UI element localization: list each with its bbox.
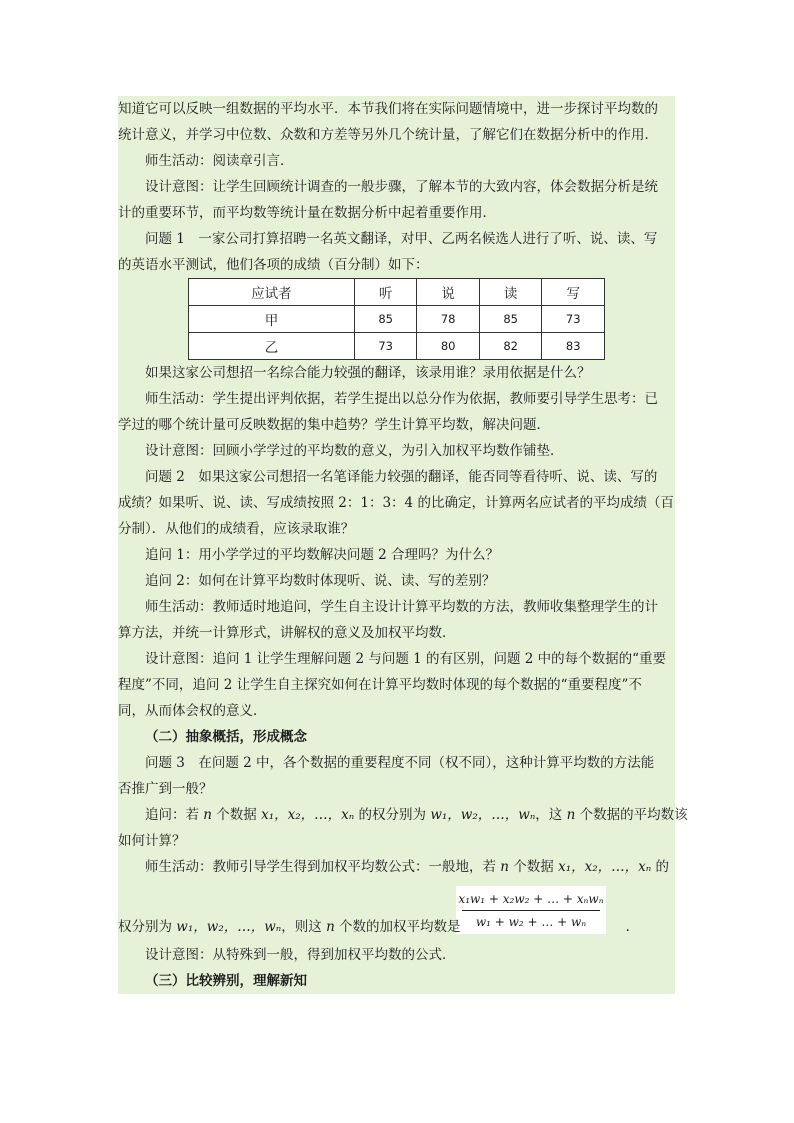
formula-numerator: x₁w₁ + x₂w₂ + … + xₙwₙ bbox=[458, 892, 604, 906]
text-line: 设计意图：回顾小学学过的平均数的意义，为引入加权平均数作铺垫． bbox=[145, 443, 564, 459]
text-span: ，则这 bbox=[281, 919, 327, 935]
table-header-cell: 读 bbox=[479, 279, 542, 306]
table-cell: 80 bbox=[417, 333, 480, 360]
text-span: 的 bbox=[651, 859, 670, 875]
text-line: 如何计算？ bbox=[118, 833, 186, 849]
text-span: 权分别为 bbox=[118, 919, 177, 935]
table-row bbox=[189, 333, 605, 360]
text-line: 师生活动：学生提出评判依据，若学生提出以总分作为依据，教师要引导学生思考：已 bbox=[145, 391, 658, 407]
text-line: 否推广到一般？ bbox=[118, 781, 213, 797]
score-table bbox=[188, 278, 605, 360]
text-line: 设计意图：让学生回顾统计调查的一般步骤，了解本节的大致内容，体会数据分析是统 bbox=[145, 179, 658, 195]
text-span: 个数据的平均数该 bbox=[575, 807, 688, 823]
table-cell: 78 bbox=[417, 306, 480, 333]
table-cell: 73 bbox=[354, 333, 417, 360]
section-heading: （三）比较辨别，理解新知 bbox=[145, 973, 307, 989]
table-header-cell: 应试者 bbox=[189, 279, 355, 306]
text-line bbox=[118, 802, 688, 828]
table-cell: 83 bbox=[542, 333, 605, 360]
math-variable: n bbox=[326, 919, 335, 935]
table-header-cell: 说 bbox=[417, 279, 480, 306]
text-line: 程度”不同，追问 2 让学生自主探究如何在计算平均数时体现的每个数据的“重要程度”不 bbox=[118, 677, 642, 693]
math-expression: w₁，w₂，…，wₙ bbox=[430, 807, 536, 823]
text-span: 个数据 bbox=[212, 807, 262, 823]
text-line: 的英语水平测试，他们各项的成绩（百分制）如下： bbox=[118, 257, 429, 273]
text-line: 分制）．从他们的成绩看，应该录取谁？ bbox=[118, 521, 355, 537]
table-header-row bbox=[189, 279, 605, 306]
math-expression: x₁，x₂，…，xₙ bbox=[558, 859, 652, 875]
document-page bbox=[118, 96, 688, 994]
text-span: 个数据 bbox=[509, 859, 559, 875]
math-expression: x₁，x₂，…，xₙ bbox=[261, 807, 355, 823]
text-line: 如果这家公司想招一名综合能力较强的翻译，该录用谁？录用依据是什么？ bbox=[145, 365, 591, 381]
table-cell: 82 bbox=[479, 333, 542, 360]
text-span: ，这 bbox=[535, 807, 567, 823]
text-span: 个数的加权平均数是 bbox=[334, 919, 461, 935]
text-line: 追问 1：用小学学过的平均数解决问题 2 合理吗？为什么？ bbox=[145, 547, 500, 563]
table-cell: 甲 bbox=[189, 306, 355, 333]
text-line: 成绩？如果听、说、读、写成绩按照 2：1：3：4 的比确定，计算两名应试者的平均成绩（百 bbox=[118, 495, 674, 511]
formula-denominator: w₁ + w₂ + … + wₙ bbox=[475, 915, 587, 929]
text-line: 学过的哪个统计量可反映数据的集中趋势？学生计算平均数，解决问题． bbox=[118, 417, 550, 433]
math-variable: n bbox=[203, 807, 212, 823]
table-cell: 乙 bbox=[189, 333, 355, 360]
text-line: 设计意图：从特殊到一般，得到加权平均数的公式． bbox=[145, 947, 456, 963]
math-variable: n bbox=[566, 807, 576, 823]
text-line: 师生活动：教师适时地追问，学生自主设计计算平均数的方法，教师收集整理学生的计 bbox=[145, 599, 658, 615]
table-cell: 85 bbox=[354, 306, 417, 333]
text-line: 计的重要环节，而平均数等统计量在数据分析中起着重要作用． bbox=[118, 205, 496, 221]
text-line: 同，从而体会权的意义． bbox=[118, 703, 267, 719]
text-line bbox=[118, 914, 675, 940]
text-span: 师生活动：教师引导学生得到加权平均数公式：一般地，若 bbox=[145, 859, 501, 875]
table-header-cell: 听 bbox=[354, 279, 417, 306]
fraction-bar bbox=[462, 910, 600, 911]
section-heading: （二）抽象概括，形成概念 bbox=[145, 729, 307, 745]
text-line: 师生活动：阅读章引言． bbox=[145, 153, 294, 169]
math-expression: w₁，w₂，…，wₙ bbox=[176, 919, 282, 935]
text-line: 知道它可以反映一组数据的平均水平．本节我们将在实际问题情境中，进一步探讨平均数的 bbox=[118, 101, 658, 117]
text-line bbox=[118, 854, 675, 880]
text-line: 算方法，并统一计算形式，讲解权的意义及加权平均数． bbox=[118, 625, 456, 641]
math-variable: n bbox=[500, 859, 509, 875]
text-line: 问题 3 在问题 2 中，各个数据的重要程度不同（权不同），这种计算平均数的方法能 bbox=[145, 755, 655, 771]
table-header-cell: 写 bbox=[542, 279, 605, 306]
text-line: 问题 2 如果这家公司想招一名笔译能力较强的翻译，能否同等看待听、说、读、写的 bbox=[145, 469, 658, 485]
text-line: 追问 2：如何在计算平均数时体现听、说、读、写的差别？ bbox=[145, 573, 496, 589]
table-row bbox=[189, 306, 605, 333]
table-cell: 73 bbox=[542, 306, 605, 333]
text-span: 的权分别为 bbox=[354, 807, 431, 823]
text-line: 统计意义，并学习中位数、众数和方差等另外几个统计量，了解它们在数据分析中的作用． bbox=[118, 127, 658, 143]
text-span: 追问：若 bbox=[145, 807, 204, 823]
table-cell: 85 bbox=[479, 306, 542, 333]
text-span: ． bbox=[625, 919, 640, 935]
text-line: 设计意图：追问 1 让学生理解问题 2 与问题 1 的有区别，问题 2 中的每个数据的“重要 bbox=[145, 651, 667, 667]
text-line: 问题 1 一家公司打算招聘一名英文翻译，对甲、乙两名候选人进行了听、说、读、写 bbox=[145, 231, 658, 247]
